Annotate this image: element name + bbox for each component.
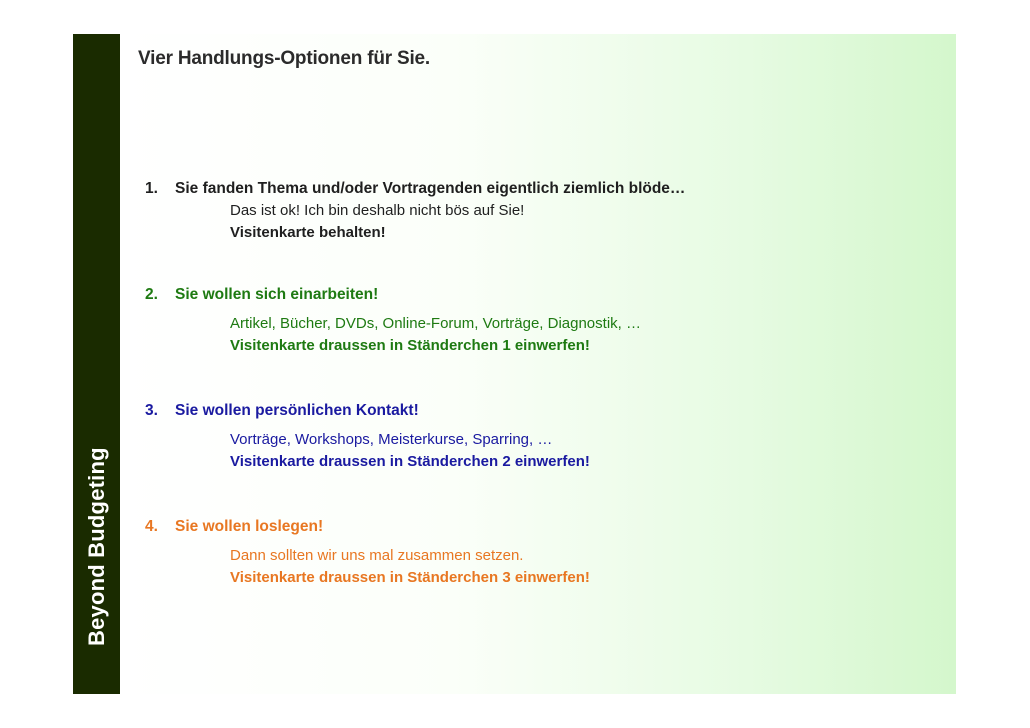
option-number: 4. xyxy=(145,518,158,535)
option-heading: Sie fanden Thema und/oder Vortragenden eigentlich ziemlich blöde… xyxy=(175,180,686,197)
option-number: 2. xyxy=(145,286,158,303)
option-1 xyxy=(145,180,845,241)
slide-background xyxy=(120,34,956,694)
option-2 xyxy=(145,286,845,354)
option-number: 3. xyxy=(145,402,158,419)
option-heading: Sie wollen sich einarbeiten! xyxy=(175,286,379,303)
option-detail: Das ist ok! Ich bin deshalb nicht bös auf Sie! xyxy=(230,202,525,219)
option-3 xyxy=(145,402,845,470)
option-heading: Sie wollen persönlichen Kontakt! xyxy=(175,402,419,419)
sidebar-title: Beyond Budgeting xyxy=(83,447,109,646)
option-action: Visitenkarte draussen in Ständerchen 3 einwerfen! xyxy=(230,569,590,586)
option-heading: Sie wollen loslegen! xyxy=(175,518,324,535)
option-action: Visitenkarte draussen in Ständerchen 2 einwerfen! xyxy=(230,453,590,470)
option-4 xyxy=(145,518,845,586)
option-number: 1. xyxy=(145,180,158,197)
sidebar xyxy=(73,34,120,694)
page-title: Vier Handlungs-Optionen für Sie. xyxy=(138,48,430,69)
option-detail: Dann sollten wir uns mal zusammen setzen. xyxy=(230,547,524,564)
option-detail: Artikel, Bücher, DVDs, Online-Forum, Vorträge, Diagnostik, … xyxy=(230,315,641,332)
option-action: Visitenkarte behalten! xyxy=(230,224,386,241)
option-action: Visitenkarte draussen in Ständerchen 1 einwerfen! xyxy=(230,337,590,354)
option-detail: Vorträge, Workshops, Meisterkurse, Sparring, … xyxy=(230,431,553,448)
